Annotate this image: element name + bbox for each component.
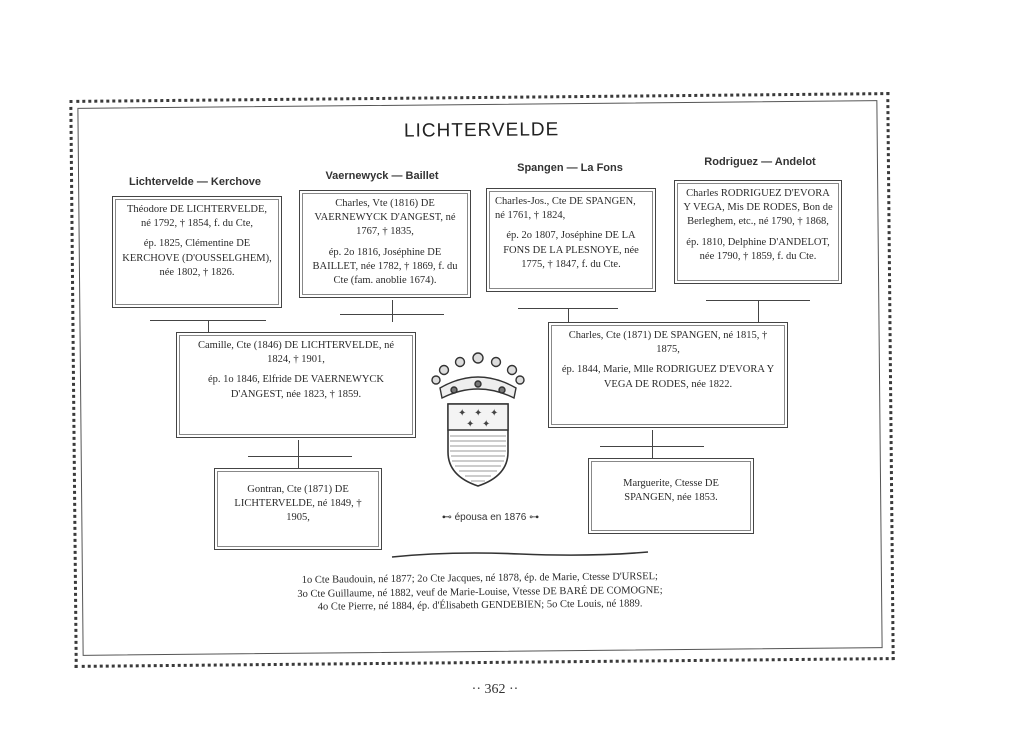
page-number-text: 362: [484, 682, 506, 697]
person-box-charles-rodriguez: [674, 180, 842, 284]
svg-text:✦: ✦: [490, 408, 499, 419]
person-box-charles-vaernewyck: [299, 190, 471, 298]
family-heading-lichtervelde-kerchove: Lichtervelde — Kerchove: [128, 176, 262, 188]
page-title: LICHTERVELDE: [403, 119, 560, 142]
person-box-theodore: [112, 196, 282, 308]
svg-text:✦: ✦: [458, 408, 467, 419]
spouse-text: ép. 2o 1816, Joséphine DE BAILLET, née 1782, † 1869, f. du Cte (fam. anoblie 1674).: [312, 246, 458, 286]
family-heading-rodriguez-andelot: Rodriguez — Andelot: [704, 156, 816, 168]
person-text: Gontran, Cte (1871) DE LICHTERVELDE, né 1849, † 1905,: [234, 484, 362, 524]
person-box-charles-spangen: [548, 322, 788, 428]
person-text: Marguerite, Ctesse DE SPANGEN, née 1853.: [623, 478, 719, 504]
person-box-charles-jos-spangen: [486, 188, 656, 292]
family-heading-spangen-lafons: Spangen — La Fons: [517, 162, 623, 174]
connector-line: [298, 440, 299, 468]
ornament-left-icon: ⊷: [441, 512, 455, 523]
ornament-right-icon: ⊶: [526, 512, 540, 523]
children-line: 3o Cte Guillaume, né 1882, veuf de Marie-Louise, Vtesse DE BARÉ DE COMOGNE;: [297, 584, 663, 600]
person-text: Camille, Cte (1846) DE LICHTERVELDE, né 1824, † 1901,: [198, 340, 394, 366]
svg-text:✦: ✦: [482, 419, 491, 430]
spouse-text: ép. 1844, Marie, Mlle RODRIGUEZ D'EVORA Y VEGA DE RODES, née 1822.: [561, 364, 775, 390]
person-box-gontran: [214, 468, 382, 550]
spouse-text: ép. 1o 1846, Elfride DE VAERNEWYCK D'ANGEST, née 1823, † 1859.: [207, 374, 385, 400]
spouse-text: ép. 1810, Delphine D'ANDELOT, née 1790, † 1859, f. du Cte.: [686, 236, 830, 262]
person-box-camille: [176, 332, 416, 438]
connector-line: [652, 430, 653, 458]
coat-of-arms: [430, 348, 526, 490]
family-heading-vaernewyck-baillet: Vaernewyck — Baillet: [325, 170, 439, 182]
children-line: 4o Cte Pierre, né 1884, ép. d'Élisabeth GENDEBIEN; 5o Cte Louis, né 1889.: [317, 598, 643, 613]
svg-text:✦: ✦: [466, 419, 475, 430]
person-text: Théodore DE LICHTERVELDE, né 1792, † 1854, f. du Cte,: [127, 204, 267, 230]
children-list: [250, 570, 710, 616]
ornament-right-icon: ··: [505, 682, 519, 697]
person-text: Charles-Jos., Cte DE SPANGEN, né 1761, † 1824,: [495, 196, 636, 222]
connector-line: [248, 456, 352, 457]
page-number: [455, 682, 535, 698]
person-text: Charles RODRIGUEZ D'EVORA Y VEGA, Mis DE RODES, Bon de Berleghem, etc., né 1790, † 1868,: [683, 188, 833, 228]
divider-swash: [390, 548, 650, 562]
marriage-note: [418, 512, 563, 523]
connector-line: [758, 300, 759, 322]
children-line: 1o Cte Baudouin, né 1877; 2o Cte Jacques, né 1878, ép. de Marie, Ctesse D'URSEL;: [301, 571, 659, 586]
svg-text:✦: ✦: [474, 408, 483, 419]
spouse-text: ép. 1825, Clémentine DE KERCHOVE (D'OUSSELGHEM), née 1802, † 1826.: [122, 238, 272, 278]
spouse-text: ép. 2o 1807, Joséphine DE LA FONS DE LA PLESNOYE, née 1775, † 1847, f. du Cte.: [503, 230, 639, 270]
marriage-text: épousa en 1876: [454, 512, 527, 523]
person-text: Charles, Cte (1871) DE SPANGEN, né 1815, † 1875,: [568, 330, 768, 356]
connector-line: [392, 300, 393, 322]
person-text: Charles, Vte (1816) DE VAERNEWYCK D'ANGEST, né 1767, † 1835,: [314, 198, 456, 238]
person-box-marguerite: [588, 458, 754, 534]
ornament-left-icon: ··: [471, 682, 485, 697]
